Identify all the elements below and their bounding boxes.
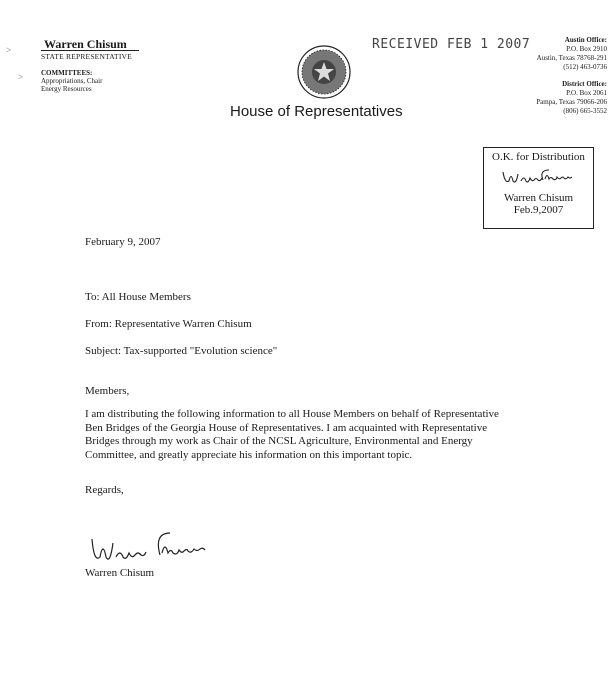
- austin-office-line: (512) 463-0736: [563, 63, 607, 71]
- memo-line: Bridges through my work as Chair of the NCSL Agriculture, Environmental and Energy: [85, 435, 473, 447]
- district-office-line: Pampa, Texas 79066-206: [536, 98, 607, 106]
- memo-paragraph: [85, 408, 555, 462]
- committees-label: COMMITTEES:: [41, 69, 93, 77]
- austin-office-line: P.O. Box 2910: [566, 45, 607, 53]
- memo-greeting: Members,: [85, 385, 130, 397]
- austin-office-line: Austin, Texas 78768-291: [536, 54, 607, 62]
- approval-box: [483, 147, 594, 229]
- memo-date: February 9, 2007: [85, 236, 161, 248]
- memo-signature: [88, 527, 218, 567]
- signer-name: Warren Chisum: [85, 567, 155, 579]
- austin-office: [537, 36, 607, 72]
- district-office-line: (806) 665-3552: [563, 107, 607, 115]
- district-office-title: District Office:: [562, 80, 607, 88]
- state-seal-icon: [294, 44, 354, 100]
- memo-to: To: All House Members: [85, 291, 191, 303]
- committee-item: Appropriations, Chair: [41, 77, 103, 85]
- memo-from: From: Representative Warren Chisum: [85, 318, 252, 330]
- district-office-line: P.O. Box 2061: [566, 89, 607, 97]
- memo-line: Committee, and greatly appreciate his information on this important topic.: [85, 448, 413, 461]
- approval-name: Warren Chisum: [503, 192, 574, 204]
- memo-subject: Subject: Tax-supported "Evolution science": [85, 345, 278, 357]
- approval-date: Feb.9,2007: [513, 204, 564, 216]
- scan-mark: >: [18, 72, 24, 82]
- representative-title: STATE REPRESENTATIVE: [41, 50, 139, 61]
- received-stamp: RECEIVED FEB 1 2007: [372, 37, 531, 52]
- committee-item: Energy Resources: [41, 85, 92, 93]
- approval-heading: O.K. for Distribution: [492, 151, 585, 163]
- house-heading: House of Representatives: [230, 103, 403, 120]
- representative-name: Warren Chisum: [44, 37, 127, 51]
- memo-closing: Regards,: [85, 484, 124, 496]
- memo-line: Ben Bridges of the Georgia House of Representatives. I am acquainted with Representative: [85, 421, 488, 434]
- district-office: [536, 80, 607, 116]
- austin-office-title: Austin Office:: [564, 36, 607, 44]
- memo-line: I am distributing the following information to all House Members on behalf of Representative: [85, 408, 499, 420]
- approval-signature: [499, 166, 579, 188]
- scan-mark: >: [6, 45, 12, 55]
